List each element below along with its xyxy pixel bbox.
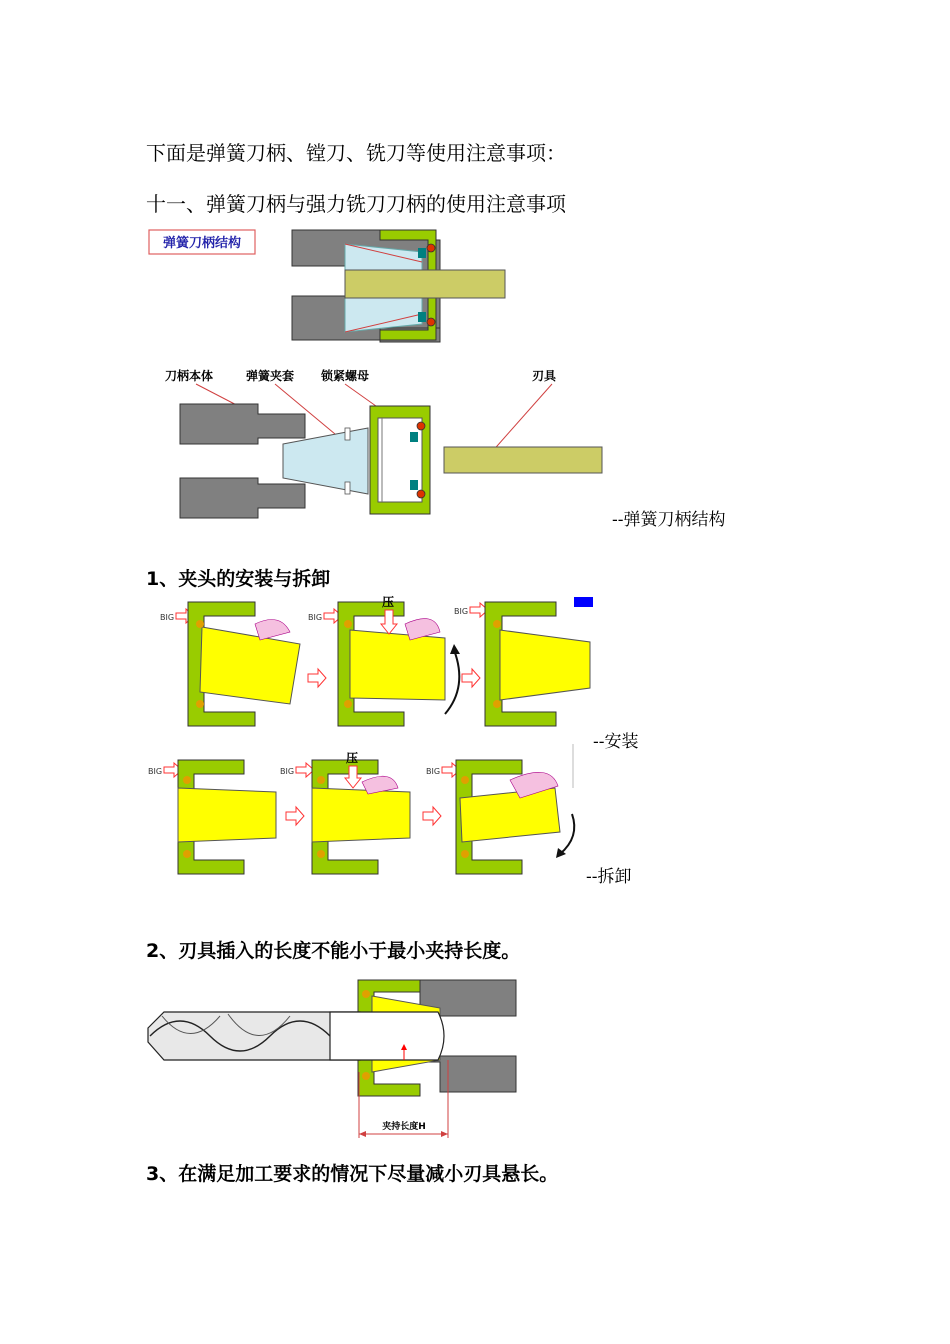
svg-text:BIG: BIG	[280, 767, 295, 776]
label-nut: 锁紧螺母	[321, 369, 370, 383]
svg-text:压: 压	[382, 595, 395, 609]
tool-rod-exploded	[444, 447, 602, 473]
intro-text: 下面是弹簧刀柄、镗刀、铣刀等使用注意事项：	[146, 141, 566, 165]
clamping-length-figure	[140, 976, 530, 1144]
figure-label-text: 弹簧刀柄结构	[162, 236, 242, 251]
label-tool: 刃具	[532, 369, 557, 383]
remove-step-1	[148, 760, 276, 874]
install-remove-figure	[140, 592, 660, 882]
svg-text:BIG: BIG	[308, 613, 323, 622]
tool-rod-assembled	[345, 270, 505, 298]
blue-marker	[574, 597, 593, 607]
end-mill	[148, 1012, 360, 1060]
holder-body-exploded-bottom	[180, 478, 305, 518]
svg-text:BIG: BIG	[454, 607, 469, 616]
install-step-1	[160, 602, 300, 726]
remove-step-3	[426, 760, 560, 874]
install-caption: --安装	[593, 732, 639, 752]
install-step-3	[454, 602, 590, 726]
svg-text:BIG: BIG	[160, 613, 175, 622]
label-collet: 弹簧夹套	[246, 369, 295, 383]
section-title: 十一、弹簧刀柄与强力铣刀刀柄的使用注意事项	[146, 192, 566, 216]
svg-text:BIG: BIG	[426, 767, 441, 776]
remove-caption: --拆卸	[586, 867, 632, 887]
label-body: 刀柄本体	[165, 369, 214, 383]
heading-reduce-overhang: 3、在满足加工要求的情况下尽量减小刃具悬长。	[146, 1163, 559, 1185]
holder-body-exploded-top	[180, 404, 305, 444]
clamp-length-label: 夹持长度H	[382, 1122, 426, 1132]
svg-text:压: 压	[346, 751, 359, 765]
install-step-2	[308, 594, 445, 726]
svg-text:BIG: BIG	[148, 767, 163, 776]
heading-install-remove: 1、夹头的安装与拆卸	[146, 568, 331, 590]
heading-min-clamp-length: 2、刃具插入的长度不能小于最小夹持长度。	[146, 940, 521, 962]
collet-holder-structure-figure	[140, 222, 780, 527]
figure1-caption: --弹簧刀柄结构	[612, 510, 726, 530]
